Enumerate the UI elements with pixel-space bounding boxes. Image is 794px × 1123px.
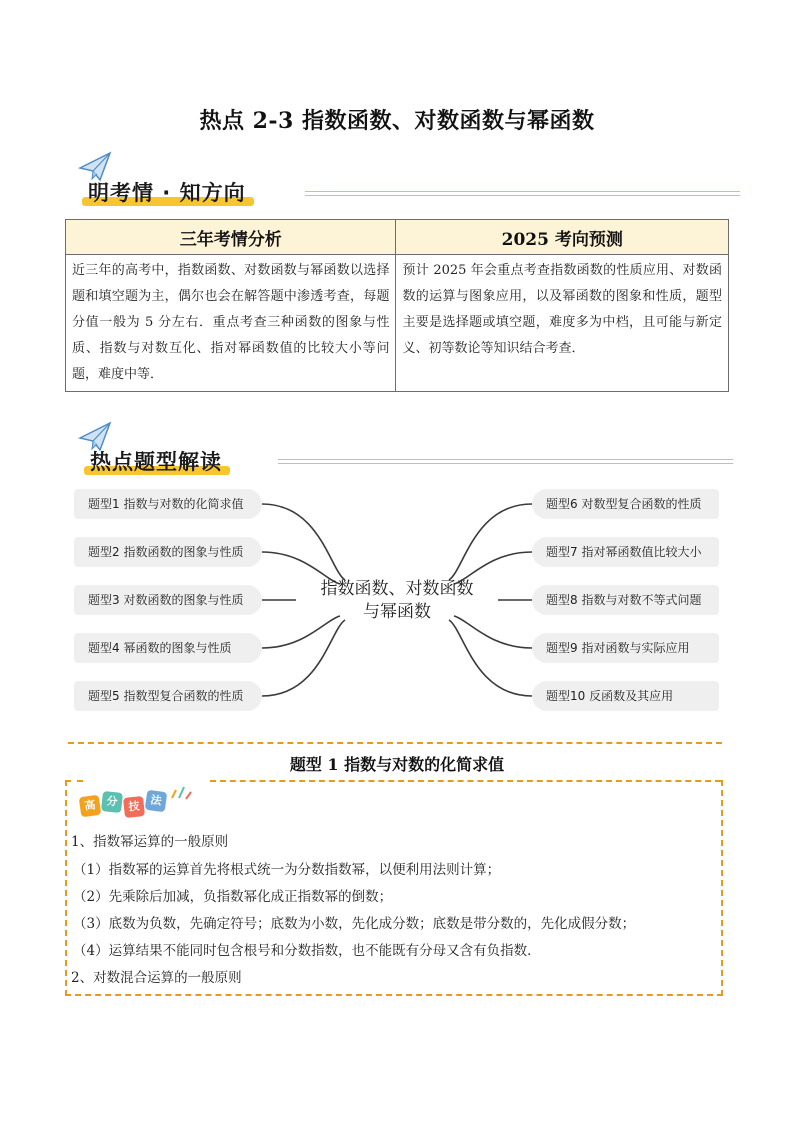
rule-heading-logarithm: 2、对数混合运算的一般原则	[71, 970, 242, 986]
topic-link-3[interactable]: 题型3 对数函数的图象与性质	[74, 585, 262, 615]
box-top-edge-right	[210, 780, 721, 782]
table-header-forecast: 2025 考向预测	[396, 220, 729, 255]
section-heading-exam-trends: 明考情 · 知方向	[88, 177, 246, 207]
section-divider	[305, 191, 740, 196]
table-cell-history: 近三年的高考中，指数函数、对数函数与幂函数以选择题和填空题为主，偶尔也会在解答题中渗透考查，每题分值一般为 5 分左右．重点考查三种函数的图象与性质、指数与对数互化、指对幂函数值的比较大小等问题，难度中等．	[66, 255, 396, 392]
rule-item-3: （3）底数为负数，先确定符号；底数为小数，先化成分数；底数是带分数的，先化成假分数；	[73, 916, 636, 932]
rule-item-1: （1）指数幂的运算首先将根式统一为分数指数幂，以便利用法则计算；	[73, 862, 501, 878]
topic-link-6[interactable]: 题型6 对数型复合函数的性质	[532, 489, 719, 519]
topic-link-4[interactable]: 题型4 幂函数的图象与性质	[74, 633, 262, 663]
box-top-edge-left	[65, 780, 83, 782]
topic-link-10[interactable]: 题型10 反函数及其应用	[532, 681, 719, 711]
topic-1-heading: 题型 1 指数与对数的化简求值	[289, 755, 505, 774]
mindmap-center-node	[297, 578, 497, 624]
center-node-line-2: 与幂函数	[363, 602, 431, 622]
topic-link-8[interactable]: 题型8 指数与对数不等式问题	[532, 585, 719, 615]
rule-item-2: （2）先乘除后加减，负指数幂化成正指数幂的倒数；	[73, 889, 393, 905]
center-node-line-1: 指数函数、对数函数	[320, 579, 474, 599]
sparkle-icon	[168, 784, 194, 802]
badge-char-3: 技	[123, 796, 145, 818]
topic-link-2[interactable]: 题型2 指数函数的图象与性质	[74, 537, 262, 567]
topic-link-1[interactable]: 题型1 指数与对数的化简求值	[74, 489, 262, 519]
topic-link-5[interactable]: 题型5 指数型复合函数的性质	[74, 681, 262, 711]
topic-divider	[68, 742, 722, 744]
badge-char-2: 分	[101, 791, 123, 813]
badge-char-4: 法	[145, 790, 168, 813]
badge-char-1: 高	[79, 795, 102, 818]
exam-analysis-table	[65, 219, 729, 392]
page-title: 热点 2-3 指数函数、对数函数与幂函数	[199, 108, 595, 134]
section-heading-hot-topics: 热点题型解读	[90, 446, 222, 476]
table-cell-forecast: 预计 2025 年会重点考查指数函数的性质应用、对数函数的运算与图象应用，以及幂函数的图象和性质，题型主要是选择题或填空题，难度多为中档，且可能与新定义、初等数论等知识结合考查．	[396, 255, 729, 392]
topic-link-9[interactable]: 题型9 指对函数与实际应用	[532, 633, 719, 663]
rule-heading-exponent: 1、指数幂运算的一般原则	[71, 834, 229, 850]
topic-link-7[interactable]: 题型7 指对幂函数值比较大小	[532, 537, 719, 567]
rule-item-4: （4）运算结果不能同时包含根号和分数指数，也不能既有分母又含有负指数．	[73, 943, 541, 959]
table-header-history: 三年考情分析	[66, 220, 396, 255]
section-divider	[278, 459, 733, 464]
